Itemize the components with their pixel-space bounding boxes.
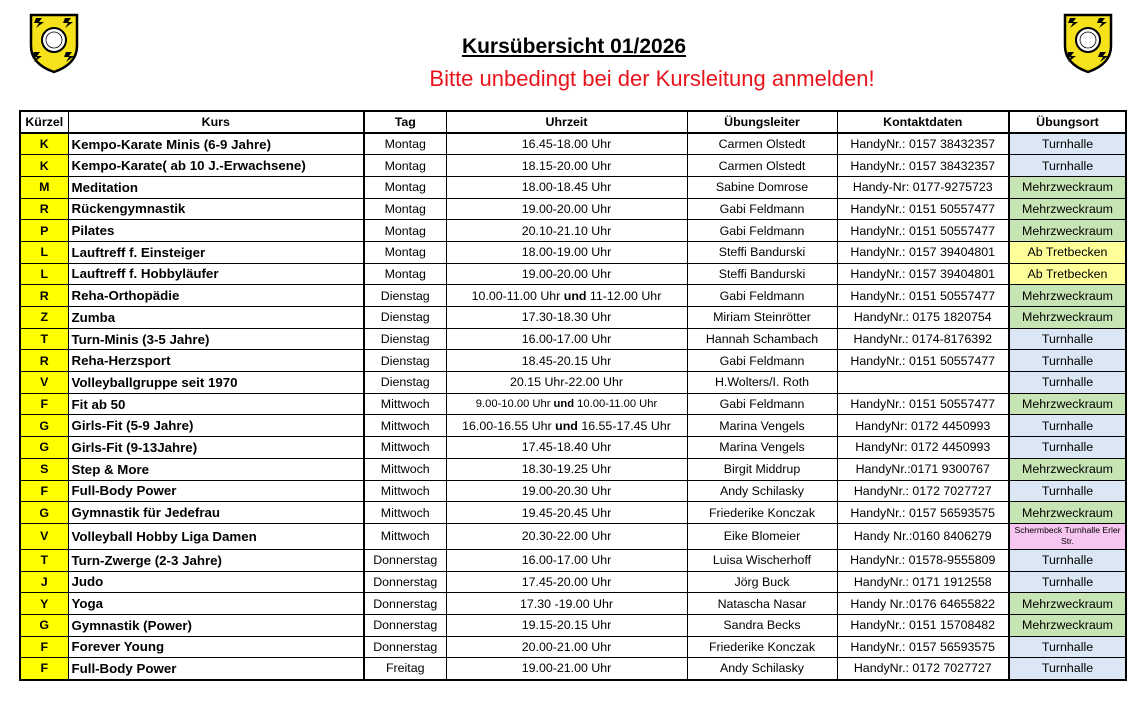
cell-uebungsleiter: Natascha Nasar — [687, 593, 837, 615]
table-row — [20, 350, 1126, 372]
column-header-uebungsort: Übungsort — [1009, 111, 1126, 133]
cell-kuerzel: F — [20, 393, 68, 415]
table-row — [20, 155, 1126, 177]
cell-uebungsort: Mehrzweckraum — [1009, 614, 1126, 636]
cell-tag: Donnerstag — [364, 614, 446, 636]
table-row — [20, 458, 1126, 480]
cell-kontaktdaten: HandyNr.: 0174-8176392 — [837, 328, 1009, 350]
cell-kuerzel: L — [20, 241, 68, 263]
cell-kontaktdaten: HandyNr.: 0151 50557477 — [837, 198, 1009, 220]
cell-kuerzel: T — [20, 549, 68, 571]
cell-kuerzel: F — [20, 636, 68, 658]
cell-tag: Mittwoch — [364, 458, 446, 480]
table-row — [20, 307, 1126, 329]
cell-uebungsleiter: Friederike Konczak — [687, 636, 837, 658]
cell-kurs: Volleyballgruppe seit 1970 — [68, 372, 364, 394]
cell-uhrzeit: 19.00-20.00 Uhr — [446, 263, 687, 285]
cell-kontaktdaten: HandyNr.: 0151 50557477 — [837, 393, 1009, 415]
cell-uebungsort: Turnhalle — [1009, 437, 1126, 459]
cell-kuerzel: V — [20, 372, 68, 394]
cell-uebungsleiter: Carmen Olstedt — [687, 155, 837, 177]
uhrzeit-slot-2: 11-12.00 Uhr — [589, 288, 662, 303]
table-row — [20, 133, 1126, 155]
cell-tag: Montag — [364, 198, 446, 220]
cell-tag: Montag — [364, 133, 446, 155]
cell-tag: Dienstag — [364, 328, 446, 350]
cell-kontaktdaten: HandyNr.: 0157 39404801 — [837, 241, 1009, 263]
cell-tag: Mittwoch — [364, 502, 446, 524]
cell-uhrzeit: 19.45-20.45 Uhr — [446, 502, 687, 524]
cell-uebungsleiter: Steffi Bandurski — [687, 263, 837, 285]
cell-kuerzel: T — [20, 328, 68, 350]
cell-kontaktdaten: HandyNr.: 0151 50557477 — [837, 285, 1009, 307]
column-header-kurs: Kurs — [68, 111, 364, 133]
cell-uebungsort: Mehrzweckraum — [1009, 285, 1126, 307]
uhrzeit-slot-2: 16.55-17.45 Uhr — [581, 418, 671, 433]
cell-kuerzel: V — [20, 523, 68, 549]
cell-uhrzeit: 20.10-21.10 Uhr — [446, 220, 687, 242]
cell-tag: Montag — [364, 263, 446, 285]
cell-uebungsleiter: Gabi Feldmann — [687, 198, 837, 220]
cell-uebungsort: Turnhalle — [1009, 549, 1126, 571]
cell-kontaktdaten: HandyNr.: 0151 50557477 — [837, 220, 1009, 242]
cell-uebungsort: Turnhalle — [1009, 636, 1126, 658]
cell-kurs: Fit ab 50 — [68, 393, 364, 415]
cell-kuerzel: P — [20, 220, 68, 242]
cell-kuerzel: M — [20, 176, 68, 198]
uhrzeit-slot-2: 10.00-11.00 Uhr — [577, 398, 658, 411]
cell-tag: Mittwoch — [364, 393, 446, 415]
cell-uhrzeit: 16.45-18.00 Uhr — [446, 133, 687, 155]
table-row — [20, 241, 1126, 263]
cell-kurs: Zumba — [68, 307, 364, 329]
cell-tag: Dienstag — [364, 372, 446, 394]
cell-kurs: Step & More — [68, 458, 364, 480]
cell-kurs: Reha-Orthopädie — [68, 285, 364, 307]
table-row — [20, 263, 1126, 285]
cell-tag: Dienstag — [364, 307, 446, 329]
cell-uhrzeit — [446, 393, 687, 415]
course-table-body — [20, 133, 1126, 680]
cell-kuerzel: K — [20, 155, 68, 177]
cell-uhrzeit: 17.45-18.40 Uhr — [446, 437, 687, 459]
table-row — [20, 372, 1126, 394]
cell-tag: Montag — [364, 220, 446, 242]
table-row — [20, 198, 1126, 220]
page-subtitle: Bitte unbedingt bei der Kursleitung anmelden! — [429, 66, 875, 91]
cell-kontaktdaten: HandyNr.: 0157 56593575 — [837, 636, 1009, 658]
cell-kuerzel: G — [20, 437, 68, 459]
table-row — [20, 220, 1126, 242]
cell-uebungsort: Turnhalle — [1009, 480, 1126, 502]
table-row — [20, 415, 1126, 437]
cell-uhrzeit: 18.00-18.45 Uhr — [446, 176, 687, 198]
cell-uebungsort: Turnhalle — [1009, 155, 1126, 177]
cell-kontaktdaten: Handy-Nr: 0177-9275723 — [837, 176, 1009, 198]
table-row — [20, 523, 1126, 549]
cell-tag: Mittwoch — [364, 523, 446, 549]
cell-kuerzel: R — [20, 285, 68, 307]
table-row — [20, 549, 1126, 571]
cell-uebungsort: Schermbeck Turnhalle Erler Str. — [1009, 523, 1126, 549]
course-table — [19, 110, 1127, 681]
cell-uhrzeit: 18.15-20.00 Uhr — [446, 155, 687, 177]
table-row — [20, 636, 1126, 658]
cell-uebungsort: Turnhalle — [1009, 571, 1126, 593]
cell-uhrzeit: 20.15 Uhr-22.00 Uhr — [446, 372, 687, 394]
cell-uebungsort: Turnhalle — [1009, 372, 1126, 394]
table-row — [20, 480, 1126, 502]
cell-uebungsleiter: Sabine Domrose — [687, 176, 837, 198]
cell-uhrzeit: 19.00-21.00 Uhr — [446, 658, 687, 680]
cell-uebungsort: Turnhalle — [1009, 133, 1126, 155]
cell-kurs: Reha-Herzsport — [68, 350, 364, 372]
table-row — [20, 502, 1126, 524]
cell-kuerzel: Y — [20, 593, 68, 615]
cell-uhrzeit: 17.30 -19.00 Uhr — [446, 593, 687, 615]
cell-tag: Montag — [364, 241, 446, 263]
uhrzeit-und: und — [553, 398, 575, 411]
uhrzeit-und: und — [563, 288, 587, 303]
cell-tag: Mittwoch — [364, 437, 446, 459]
table-row — [20, 658, 1126, 680]
cell-uebungsleiter: Steffi Bandurski — [687, 241, 837, 263]
cell-tag: Montag — [364, 176, 446, 198]
cell-uhrzeit: 16.00-17.00 Uhr — [446, 549, 687, 571]
cell-tag: Donnerstag — [364, 593, 446, 615]
cell-uhrzeit — [446, 415, 687, 437]
column-header-uhrzeit: Uhrzeit — [446, 111, 687, 133]
cell-kuerzel: R — [20, 198, 68, 220]
cell-uhrzeit: 16.00-17.00 Uhr — [446, 328, 687, 350]
cell-kurs: Turn-Zwerge (2-3 Jahre) — [68, 549, 364, 571]
cell-tag: Mittwoch — [364, 415, 446, 437]
cell-uebungsort: Ab Tretbecken — [1009, 263, 1126, 285]
cell-uhrzeit: 18.45-20.15 Uhr — [446, 350, 687, 372]
cell-uebungsort: Mehrzweckraum — [1009, 198, 1126, 220]
cell-kurs: Gymnastik (Power) — [68, 614, 364, 636]
cell-kuerzel: Z — [20, 307, 68, 329]
cell-uebungsleiter: Gabi Feldmann — [687, 285, 837, 307]
cell-kontaktdaten: HandyNr.: 0157 38432357 — [837, 155, 1009, 177]
cell-kurs: Gymnastik für Jedefrau — [68, 502, 364, 524]
cell-kurs: Kempo-Karate( ab 10 J.-Erwachsene) — [68, 155, 364, 177]
cell-uhrzeit: 17.30-18.30 Uhr — [446, 307, 687, 329]
cell-uebungsleiter: Gabi Feldmann — [687, 393, 837, 415]
cell-uebungsort: Mehrzweckraum — [1009, 220, 1126, 242]
cell-kurs: Forever Young — [68, 636, 364, 658]
cell-kuerzel: S — [20, 458, 68, 480]
cell-kontaktdaten: HandyNr.: 0151 15708482 — [837, 614, 1009, 636]
cell-uebungsort: Mehrzweckraum — [1009, 176, 1126, 198]
cell-kontaktdaten: HandyNr.: 0157 39404801 — [837, 263, 1009, 285]
cell-uhrzeit: 20.30-22.00 Uhr — [446, 523, 687, 549]
cell-uhrzeit: 19.15-20.15 Uhr — [446, 614, 687, 636]
cell-tag: Dienstag — [364, 285, 446, 307]
cell-uebungsleiter: Sandra Becks — [687, 614, 837, 636]
cell-kontaktdaten: HandyNr.: 0171 1912558 — [837, 571, 1009, 593]
cell-uebungsleiter: Hannah Schambach — [687, 328, 837, 350]
cell-kontaktdaten: HandyNr.: 0151 50557477 — [837, 350, 1009, 372]
cell-tag: Donnerstag — [364, 636, 446, 658]
cell-uebungsort: Mehrzweckraum — [1009, 593, 1126, 615]
table-row — [20, 437, 1126, 459]
cell-uebungsleiter: Carmen Olstedt — [687, 133, 837, 155]
cell-uebungsort: Mehrzweckraum — [1009, 307, 1126, 329]
cell-kontaktdaten — [837, 372, 1009, 394]
uhrzeit-und: und — [555, 418, 578, 433]
column-header-uebungsleiter: Übungsleiter — [687, 111, 837, 133]
cell-uebungsleiter: Marina Vengels — [687, 437, 837, 459]
cell-kuerzel: G — [20, 614, 68, 636]
cell-uhrzeit: 18.30-19.25 Uhr — [446, 458, 687, 480]
table-row — [20, 328, 1126, 350]
cell-kuerzel: L — [20, 263, 68, 285]
cell-kuerzel: G — [20, 415, 68, 437]
cell-uebungsort: Mehrzweckraum — [1009, 393, 1126, 415]
page-title — [0, 35, 1144, 59]
cell-kuerzel: J — [20, 571, 68, 593]
cell-uebungsort: Turnhalle — [1009, 415, 1126, 437]
cell-tag: Montag — [364, 155, 446, 177]
cell-uhrzeit: 17.45-20.00 Uhr — [446, 571, 687, 593]
cell-kontaktdaten: HandyNr.: 01578-9555809 — [837, 549, 1009, 571]
cell-kurs: Rückengymnastik — [68, 198, 364, 220]
cell-kontaktdaten: HandyNr.: 0175 1820754 — [837, 307, 1009, 329]
cell-kurs: Full-Body Power — [68, 480, 364, 502]
cell-kurs: Full-Body Power — [68, 658, 364, 680]
cell-kurs: Volleyball Hobby Liga Damen — [68, 523, 364, 549]
cell-uebungsleiter: Birgit Middrup — [687, 458, 837, 480]
cell-tag: Donnerstag — [364, 549, 446, 571]
cell-kontaktdaten: Handy Nr.:0176 64655822 — [837, 593, 1009, 615]
cell-kuerzel: F — [20, 658, 68, 680]
cell-kurs: Meditation — [68, 176, 364, 198]
cell-kurs: Lauftreff f. Einsteiger — [68, 241, 364, 263]
cell-uebungsort: Turnhalle — [1009, 658, 1126, 680]
cell-uebungsleiter: H.Wolters/I. Roth — [687, 372, 837, 394]
table-row — [20, 176, 1126, 198]
cell-kontaktdaten: HandyNr.: 0172 7027727 — [837, 658, 1009, 680]
cell-uebungsleiter: Andy Schilasky — [687, 480, 837, 502]
cell-uebungsort: Turnhalle — [1009, 328, 1126, 350]
cell-kontaktdaten: HandyNr.:0171 9300767 — [837, 458, 1009, 480]
cell-uebungsleiter: Friederike Konczak — [687, 502, 837, 524]
cell-tag: Donnerstag — [364, 571, 446, 593]
uhrzeit-slot-1: 16.00-16.55 Uhr — [462, 418, 552, 433]
cell-uebungsleiter: Miriam Steinrötter — [687, 307, 837, 329]
cell-kurs: Judo — [68, 571, 364, 593]
uhrzeit-slot-1: 9.00-10.00 Uhr — [475, 398, 551, 411]
cell-kontaktdaten: HandyNr.: 0157 56593575 — [837, 502, 1009, 524]
cell-uhrzeit: 18.00-19.00 Uhr — [446, 241, 687, 263]
uhrzeit-slot-1: 10.00-11.00 Uhr — [471, 288, 561, 303]
cell-uhrzeit — [446, 285, 687, 307]
cell-uebungsleiter: Eike Blomeier — [687, 523, 837, 549]
cell-kuerzel: R — [20, 350, 68, 372]
cell-kurs: Girls-Fit (9-13Jahre) — [68, 437, 364, 459]
cell-tag: Dienstag — [364, 350, 446, 372]
table-row — [20, 571, 1126, 593]
column-header-kontaktdaten: Kontaktdaten — [837, 111, 1009, 133]
table-row — [20, 393, 1126, 415]
cell-kontaktdaten: HandyNr.: 0157 38432357 — [837, 133, 1009, 155]
page-title-text: Kursübersicht 01/2026 — [461, 35, 687, 58]
cell-uebungsleiter: Gabi Feldmann — [687, 220, 837, 242]
cell-kuerzel: G — [20, 502, 68, 524]
cell-kurs: Lauftreff f. Hobbyläufer — [68, 263, 364, 285]
cell-kontaktdaten: HandyNr: 0172 4450993 — [837, 437, 1009, 459]
cell-uebungsleiter: Luisa Wischerhoff — [687, 549, 837, 571]
cell-uhrzeit: 20.00-21.00 Uhr — [446, 636, 687, 658]
table-row — [20, 593, 1126, 615]
cell-uebungsort: Mehrzweckraum — [1009, 502, 1126, 524]
table-row — [20, 285, 1126, 307]
cell-kuerzel: K — [20, 133, 68, 155]
cell-uebungsleiter: Marina Vengels — [687, 415, 837, 437]
cell-uebungsleiter: Jörg Buck — [687, 571, 837, 593]
cell-kurs: Yoga — [68, 593, 364, 615]
cell-uhrzeit: 19.00-20.30 Uhr — [446, 480, 687, 502]
cell-uebungsort: Turnhalle — [1009, 350, 1126, 372]
cell-kontaktdaten: HandyNr.: 0172 7027727 — [837, 480, 1009, 502]
table-row — [20, 614, 1126, 636]
cell-uebungsort: Ab Tretbecken — [1009, 241, 1126, 263]
cell-kontaktdaten: HandyNr: 0172 4450993 — [837, 415, 1009, 437]
cell-uebungsleiter: Andy Schilasky — [687, 658, 837, 680]
table-header-row — [20, 111, 1126, 133]
cell-tag: Mittwoch — [364, 480, 446, 502]
cell-kurs: Girls-Fit (5-9 Jahre) — [68, 415, 364, 437]
cell-kurs: Pilates — [68, 220, 364, 242]
column-header-kuerzel: Kürzel — [20, 111, 68, 133]
cell-uebungsleiter: Gabi Feldmann — [687, 350, 837, 372]
cell-kuerzel: F — [20, 480, 68, 502]
cell-uhrzeit: 19.00-20.00 Uhr — [446, 198, 687, 220]
cell-kurs: Kempo-Karate Minis (6-9 Jahre) — [68, 133, 364, 155]
cell-kontaktdaten: Handy Nr.:0160 8406279 — [837, 523, 1009, 549]
cell-tag: Freitag — [364, 658, 446, 680]
column-header-tag: Tag — [364, 111, 446, 133]
cell-uebungsort: Mehrzweckraum — [1009, 458, 1126, 480]
cell-kurs: Turn-Minis (3-5 Jahre) — [68, 328, 364, 350]
